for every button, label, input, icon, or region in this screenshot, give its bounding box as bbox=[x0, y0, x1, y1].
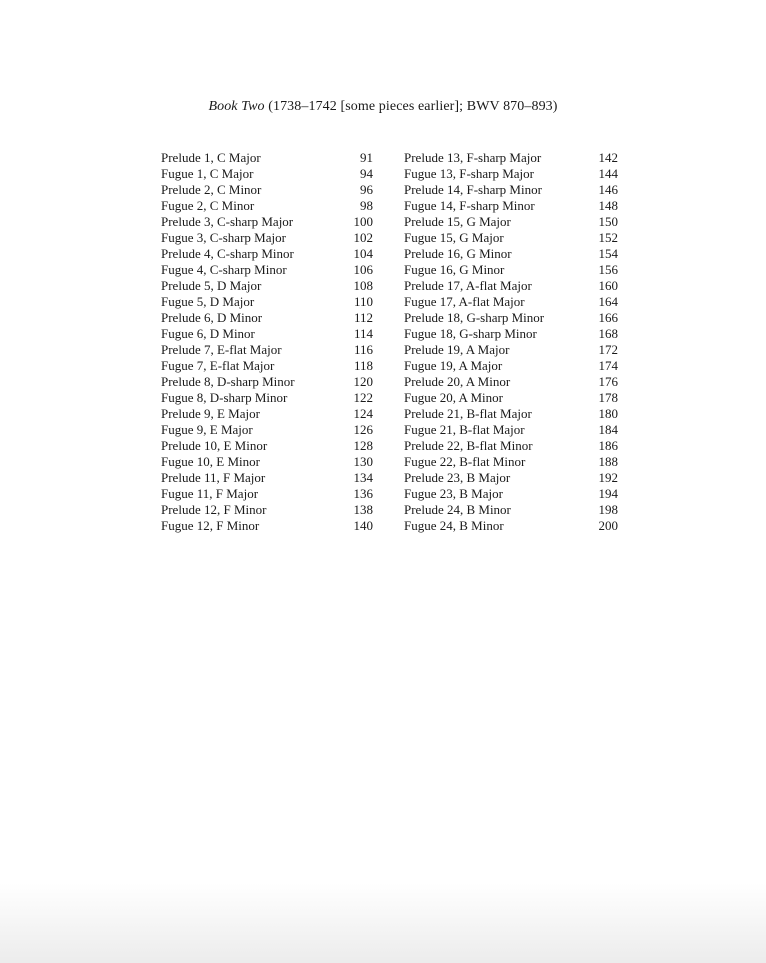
contents-entry bbox=[161, 342, 381, 358]
entry-page-number: 122 bbox=[353, 390, 373, 405]
entry-page-number: 148 bbox=[598, 198, 618, 213]
entry-title: Fugue 24, B Minor bbox=[404, 518, 504, 533]
contents-entry bbox=[161, 406, 381, 422]
entry-page-number: 172 bbox=[598, 342, 618, 357]
contents-entry bbox=[404, 326, 620, 342]
contents-entry bbox=[161, 454, 381, 470]
entry-page-number: 134 bbox=[353, 470, 373, 485]
entry-title: Prelude 7, E-flat Major bbox=[161, 342, 282, 357]
entry-page-number: 188 bbox=[598, 454, 618, 469]
entry-page-number: 192 bbox=[598, 470, 618, 485]
contents-entry bbox=[161, 390, 381, 406]
entry-page-number: 144 bbox=[598, 166, 618, 181]
contents-entry bbox=[404, 262, 620, 278]
entry-title: Fugue 10, E Minor bbox=[161, 454, 260, 469]
contents-left-column bbox=[161, 150, 381, 534]
entry-page-number: 164 bbox=[598, 294, 618, 309]
entry-page-number: 112 bbox=[353, 310, 373, 325]
contents-entry bbox=[161, 262, 381, 278]
contents-entry bbox=[404, 166, 620, 182]
entry-page-number: 96 bbox=[360, 182, 373, 197]
entry-title: Fugue 12, F Minor bbox=[161, 518, 260, 533]
entry-page-number: 136 bbox=[353, 486, 373, 501]
contents-entry bbox=[404, 502, 620, 518]
contents-entry bbox=[161, 438, 381, 454]
contents-entry bbox=[161, 182, 381, 198]
entry-title: Prelude 18, G-sharp Minor bbox=[404, 310, 545, 325]
contents-entry bbox=[161, 486, 381, 502]
contents-right-column bbox=[404, 150, 620, 534]
contents-entry bbox=[404, 486, 620, 502]
entry-page-number: 110 bbox=[353, 294, 373, 309]
entry-page-number: 150 bbox=[598, 214, 618, 229]
contents-entry bbox=[404, 438, 620, 454]
entry-title: Fugue 2, C Minor bbox=[161, 198, 255, 213]
entry-page-number: 176 bbox=[598, 374, 618, 389]
entry-page-number: 120 bbox=[353, 374, 373, 389]
entry-title: Prelude 2, C Minor bbox=[161, 182, 262, 197]
entry-title: Prelude 19, A Major bbox=[404, 342, 510, 357]
entry-page-number: 166 bbox=[598, 310, 618, 325]
entry-page-number: 146 bbox=[598, 182, 618, 197]
entry-page-number: 98 bbox=[360, 198, 373, 213]
entry-title: Prelude 3, C-sharp Major bbox=[161, 214, 294, 229]
entry-page-number: 108 bbox=[353, 278, 373, 293]
contents-entry bbox=[161, 198, 381, 214]
entry-title: Prelude 9, E Major bbox=[161, 406, 260, 421]
entry-title: Prelude 16, G Minor bbox=[404, 246, 512, 261]
entry-page-number: 100 bbox=[353, 214, 373, 229]
entry-page-number: 184 bbox=[598, 422, 618, 437]
entry-title: Fugue 1, C Major bbox=[161, 166, 254, 181]
entry-title: Prelude 1, C Major bbox=[161, 150, 261, 165]
contents-entry bbox=[161, 246, 381, 262]
contents-entry bbox=[404, 310, 620, 326]
contents-entry bbox=[161, 358, 381, 374]
entry-title: Prelude 4, C-sharp Minor bbox=[161, 246, 294, 261]
entry-title: Prelude 17, A-flat Major bbox=[404, 278, 532, 293]
contents-entry bbox=[161, 214, 381, 230]
entry-page-number: 138 bbox=[353, 502, 373, 517]
contents-entry bbox=[404, 358, 620, 374]
entry-title: Prelude 23, B Major bbox=[404, 470, 511, 485]
contents-entry bbox=[161, 150, 381, 166]
contents-entry bbox=[404, 182, 620, 198]
entry-page-number: 102 bbox=[353, 230, 373, 245]
contents-entry bbox=[404, 278, 620, 294]
entry-page-number: 114 bbox=[353, 326, 373, 341]
contents-entry bbox=[404, 374, 620, 390]
entry-page-number: 168 bbox=[598, 326, 618, 341]
contents-entry bbox=[161, 422, 381, 438]
entry-page-number: 124 bbox=[353, 406, 373, 421]
contents-entry bbox=[161, 326, 381, 342]
entry-page-number: 194 bbox=[598, 486, 618, 501]
entry-title: Fugue 5, D Major bbox=[161, 294, 255, 309]
contents-entry bbox=[161, 310, 381, 326]
entry-title: Fugue 17, A-flat Major bbox=[404, 294, 525, 309]
contents-entry bbox=[161, 374, 381, 390]
entry-title: Fugue 15, G Major bbox=[404, 230, 504, 245]
entry-title: Fugue 11, F Major bbox=[161, 486, 259, 501]
contents-entry bbox=[404, 214, 620, 230]
contents-entry bbox=[161, 518, 381, 534]
entry-page-number: 91 bbox=[360, 150, 373, 165]
entry-page-number: 130 bbox=[353, 454, 373, 469]
contents-entry bbox=[404, 422, 620, 438]
entry-page-number: 142 bbox=[598, 150, 618, 165]
entry-title: Fugue 23, B Major bbox=[404, 486, 503, 501]
entry-title: Fugue 9, E Major bbox=[161, 422, 253, 437]
entry-page-number: 152 bbox=[598, 230, 618, 245]
contents-entry bbox=[404, 342, 620, 358]
entry-page-number: 186 bbox=[598, 438, 618, 453]
entry-page-number: 126 bbox=[353, 422, 373, 437]
contents-entry bbox=[161, 230, 381, 246]
entry-title: Prelude 5, D Major bbox=[161, 278, 262, 293]
entry-title: Fugue 6, D Minor bbox=[161, 326, 255, 341]
entry-page-number: 198 bbox=[598, 502, 618, 517]
entry-title: Prelude 11, F Major bbox=[161, 470, 266, 485]
entry-page-number: 94 bbox=[360, 166, 373, 181]
contents-entry bbox=[161, 294, 381, 310]
entry-title: Fugue 8, D-sharp Minor bbox=[161, 390, 288, 405]
entry-page-number: 140 bbox=[353, 518, 373, 533]
entry-title: Prelude 8, D-sharp Minor bbox=[161, 374, 295, 389]
page-title bbox=[0, 99, 766, 115]
entry-title: Prelude 14, F-sharp Minor bbox=[404, 182, 542, 197]
entry-title: Fugue 16, G Minor bbox=[404, 262, 505, 277]
entry-title: Fugue 14, F-sharp Minor bbox=[404, 198, 535, 213]
entry-title: Prelude 12, F Minor bbox=[161, 502, 267, 517]
contents-entry bbox=[161, 166, 381, 182]
contents-entry bbox=[404, 230, 620, 246]
contents-entry bbox=[404, 518, 620, 534]
contents-entry bbox=[404, 470, 620, 486]
entry-page-number: 160 bbox=[598, 278, 618, 293]
entry-title: Prelude 21, B-flat Major bbox=[404, 406, 532, 421]
entry-title: Prelude 15, G Major bbox=[404, 214, 511, 229]
entry-title: Fugue 13, F-sharp Major bbox=[404, 166, 534, 181]
entry-title: Prelude 13, F-sharp Major bbox=[404, 150, 542, 165]
contents-entry bbox=[161, 502, 381, 518]
entry-page-number: 156 bbox=[598, 262, 618, 277]
entry-title: Fugue 7, E-flat Major bbox=[161, 358, 275, 373]
contents-entry bbox=[404, 406, 620, 422]
entry-title: Fugue 19, A Major bbox=[404, 358, 503, 373]
entry-page-number: 200 bbox=[598, 518, 618, 533]
entry-title: Fugue 20, A Minor bbox=[404, 390, 503, 405]
contents-entry bbox=[404, 198, 620, 214]
entry-page-number: 180 bbox=[598, 406, 618, 421]
entry-page-number: 104 bbox=[353, 246, 373, 261]
contents-entry bbox=[404, 246, 620, 262]
contents-entry bbox=[404, 390, 620, 406]
entry-title: Fugue 22, B-flat Minor bbox=[404, 454, 526, 469]
title-book-name: Book Two bbox=[208, 99, 265, 114]
page-bottom-shadow bbox=[0, 883, 766, 963]
title-details: (1738–1742 [some pieces earlier]; BWV 870–893) bbox=[264, 99, 558, 114]
entry-page-number: 174 bbox=[598, 358, 618, 373]
entry-page-number: 128 bbox=[353, 438, 373, 453]
contents-entry bbox=[161, 470, 381, 486]
entry-title: Prelude 20, A Minor bbox=[404, 374, 511, 389]
entry-page-number: 106 bbox=[353, 262, 373, 277]
entry-page-number: 178 bbox=[598, 390, 618, 405]
entry-title: Prelude 6, D Minor bbox=[161, 310, 263, 325]
entry-title: Prelude 10, E Minor bbox=[161, 438, 268, 453]
entry-title: Fugue 3, C-sharp Major bbox=[161, 230, 286, 245]
entry-title: Fugue 21, B-flat Major bbox=[404, 422, 525, 437]
entry-title: Prelude 22, B-flat Minor bbox=[404, 438, 533, 453]
contents-entry bbox=[404, 454, 620, 470]
entry-title: Prelude 24, B Minor bbox=[404, 502, 511, 517]
entry-page-number: 118 bbox=[353, 358, 373, 373]
entry-title: Fugue 4, C-sharp Minor bbox=[161, 262, 287, 277]
contents-entry bbox=[404, 294, 620, 310]
contents-entry bbox=[161, 278, 381, 294]
entry-page-number: 154 bbox=[598, 246, 618, 261]
entry-title: Fugue 18, G-sharp Minor bbox=[404, 326, 537, 341]
entry-page-number: 116 bbox=[353, 342, 373, 357]
contents-entry bbox=[404, 150, 620, 166]
